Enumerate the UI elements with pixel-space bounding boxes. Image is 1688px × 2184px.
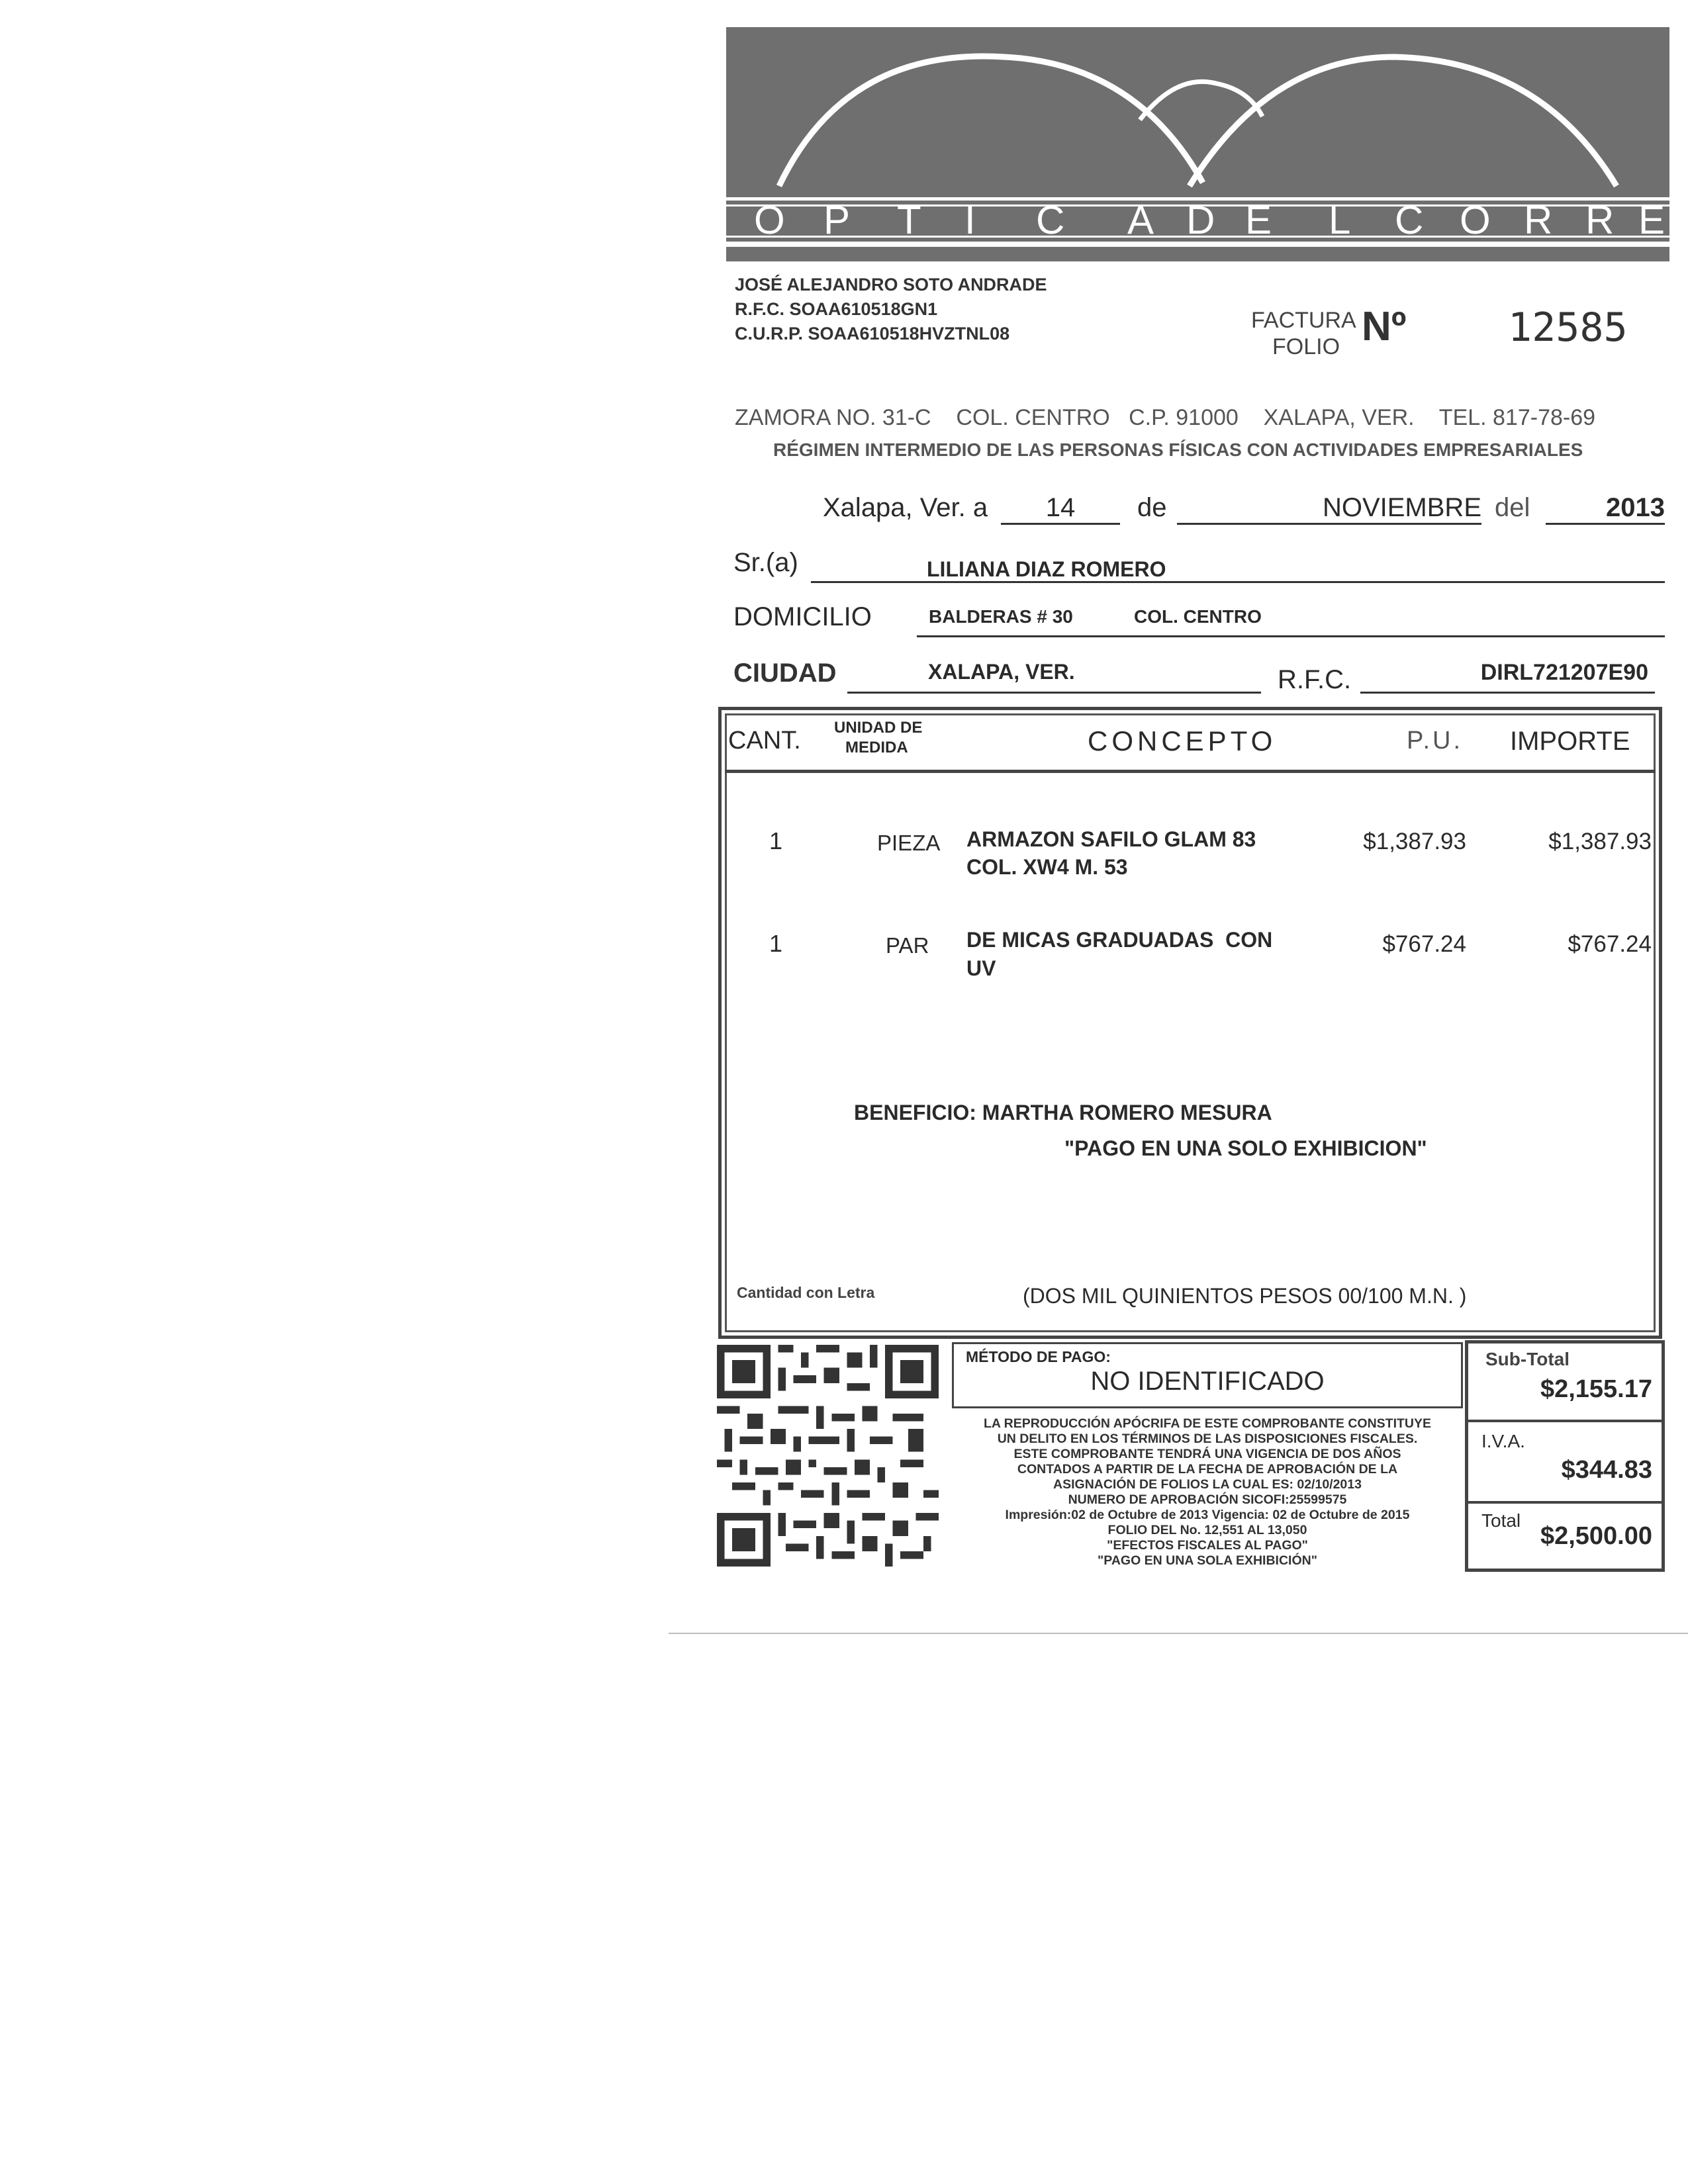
client-city: XALAPA, VER. — [928, 660, 1075, 684]
regimen-fiscal: RÉGIMEN INTERMEDIO DE LAS PERSONAS FÍSICAS CON ACTIVIDADES EMPRESARIALES — [773, 439, 1583, 460]
items-table-inner — [725, 713, 1656, 1332]
total-value: $2,500.00 — [1540, 1522, 1652, 1550]
brand-name — [726, 197, 1669, 244]
brand-letter: E — [1245, 198, 1272, 242]
totals-divider-2 — [1468, 1501, 1662, 1504]
folio-number: 12585 — [1508, 304, 1628, 351]
factura-label: FACTURA — [1251, 308, 1356, 333]
row1-concepto-1: ARMAZON SAFILO GLAM 83 — [966, 827, 1256, 851]
legal-line: ESTE COMPROBANTE TENDRÁ UNA VIGENCIA DE DOS AÑOS — [1013, 1447, 1401, 1461]
col-cant: CANT. — [728, 727, 801, 754]
brand-letter: P — [823, 198, 851, 242]
date-day: 14 — [1001, 493, 1120, 525]
totals-divider-1 — [1468, 1420, 1662, 1422]
col-unidad-1: UNIDAD DE — [834, 719, 923, 737]
date-de-label: de — [1137, 493, 1167, 522]
sr-label: Sr.(a) — [733, 548, 798, 577]
total-label: Total — [1481, 1510, 1521, 1531]
row1-cant: 1 — [769, 827, 783, 854]
rfc-label: R.F.C. — [1278, 665, 1352, 694]
brand-letter: O — [754, 198, 785, 242]
issuer-name: JOSÉ ALEJANDRO SOTO ANDRADE — [735, 275, 1047, 295]
brand-letter: R — [1585, 198, 1615, 242]
cantidad-letra: (DOS MIL QUINIENTOS PESOS 00/100 M.N. ) — [1023, 1284, 1467, 1308]
brand-letter: L — [1329, 198, 1351, 242]
legal-text — [952, 1416, 1463, 1569]
brand-letter: D — [1186, 198, 1215, 242]
ciudad-line — [847, 659, 1261, 694]
legal-line: "EFECTOS FISCALES AL PAGO" — [1107, 1538, 1308, 1553]
client-name-line — [811, 556, 1665, 583]
rfc-line — [1360, 659, 1655, 694]
ciudad-label: CIUDAD — [733, 659, 837, 688]
col-pu: P.U. — [1407, 727, 1464, 754]
date-del-label: del — [1495, 493, 1530, 522]
folio-label: FOLIO — [1272, 334, 1340, 359]
row2-importe: $767.24 — [1568, 931, 1652, 957]
domicilio-label: DOMICILIO — [733, 602, 872, 631]
legal-line: "PAGO EN UNA SOLA EXHIBICIÓN" — [1098, 1553, 1317, 1568]
row2-unidad: PAR — [886, 933, 929, 958]
brand-letter: E — [1638, 198, 1665, 242]
row2-cant: 1 — [769, 930, 783, 957]
row2-concepto-1: DE MICAS GRADUADAS CON — [966, 928, 1273, 952]
client-rfc: DIRL721207E90 — [1480, 660, 1648, 685]
row1-pu: $1,387.93 — [1363, 829, 1466, 854]
row1-importe: $1,387.93 — [1548, 829, 1652, 854]
legal-line: Impresión:02 de Octubre de 2013 Vigencia: 02 de Octubre de 2015 — [1005, 1508, 1410, 1522]
subtotal-label: Sub-Total — [1485, 1349, 1570, 1369]
client-colonia: COL. CENTRO — [1134, 606, 1262, 627]
logo-banner — [726, 27, 1669, 197]
brand-letter: O — [1460, 198, 1491, 242]
iva-value: $344.83 — [1561, 1456, 1652, 1484]
client-name: LILIANA DIAZ ROMERO — [927, 557, 1166, 581]
legal-line: UN DELITO EN LOS TÉRMINOS DE LAS DISPOSICIONES FISCALES. — [997, 1432, 1418, 1446]
qr-code-icon — [717, 1345, 939, 1567]
totals-box — [1465, 1340, 1665, 1572]
domicilio-line — [917, 602, 1665, 637]
date-place-label: Xalapa, Ver. a — [823, 493, 988, 522]
legal-line: NUMERO DE APROBACIÓN SICOFI:25599575 — [1068, 1492, 1347, 1507]
issuer-rfc: R.F.C. SOAA610518GN1 — [735, 299, 938, 319]
legal-line: CONTADOS A PARTIR DE LA FECHA DE APROBACIÓN DE LA — [1017, 1462, 1398, 1477]
beneficio-note: BENEFICIO: MARTHA ROMERO MESURA — [854, 1101, 1272, 1124]
brand-letter: R — [1524, 198, 1553, 242]
subtotal-value: $2,155.17 — [1540, 1375, 1652, 1403]
brand-letter: A — [1127, 198, 1154, 242]
date-year: 2013 — [1546, 493, 1665, 525]
col-concepto: CONCEPTO — [1088, 725, 1277, 756]
brand-letter: T — [897, 198, 921, 242]
legal-line: FOLIO DEL No. 12,551 AL 13,050 — [1107, 1523, 1307, 1537]
number-label: Nº — [1362, 304, 1407, 349]
metodo-pago-value: NO IDENTIFICADO — [1090, 1367, 1325, 1396]
items-table-header — [725, 713, 1656, 773]
header-rule — [726, 247, 1669, 261]
cantidad-letra-label: Cantidad con Letra — [737, 1284, 875, 1301]
client-street: BALDERAS # 30 — [929, 606, 1073, 627]
issuer-address: ZAMORA NO. 31-C COL. CENTRO C.P. 91000 XALAPA, VER. TEL. 817-78-69 — [735, 405, 1596, 430]
row1-unidad: PIEZA — [877, 831, 941, 855]
metodo-pago-box — [952, 1342, 1463, 1408]
pago-note: "PAGO EN UNA SOLO EXHIBICION" — [1064, 1136, 1427, 1160]
issuer-curp: C.U.R.P. SOAA610518HVZTNL08 — [735, 324, 1010, 343]
legal-line: LA REPRODUCCIÓN APÓCRIFA DE ESTE COMPROBANTE CONSTITUYE — [983, 1416, 1432, 1431]
brand-letter: C — [1395, 198, 1424, 242]
date-month: NOVIEMBRE — [1177, 493, 1481, 525]
iva-label: I.V.A. — [1481, 1431, 1525, 1451]
logo-arches-icon — [726, 27, 1669, 197]
legal-line: ASIGNACIÓN DE FOLIOS LA CUAL ES: 02/10/2013 — [1053, 1477, 1362, 1492]
brand-letter: C — [1036, 198, 1065, 242]
col-importe: IMPORTE — [1510, 727, 1630, 756]
row1-concepto-2: COL. XW4 M. 53 — [966, 855, 1128, 879]
row2-concepto-2: UV — [966, 956, 996, 980]
col-unidad-2: MEDIDA — [845, 739, 908, 756]
qr-code — [717, 1345, 939, 1567]
row2-pu: $767.24 — [1382, 931, 1466, 957]
brand-letter: I — [964, 198, 976, 242]
metodo-pago-label: MÉTODO DE PAGO: — [966, 1348, 1111, 1365]
page-edge-line — [669, 1633, 1688, 1634]
